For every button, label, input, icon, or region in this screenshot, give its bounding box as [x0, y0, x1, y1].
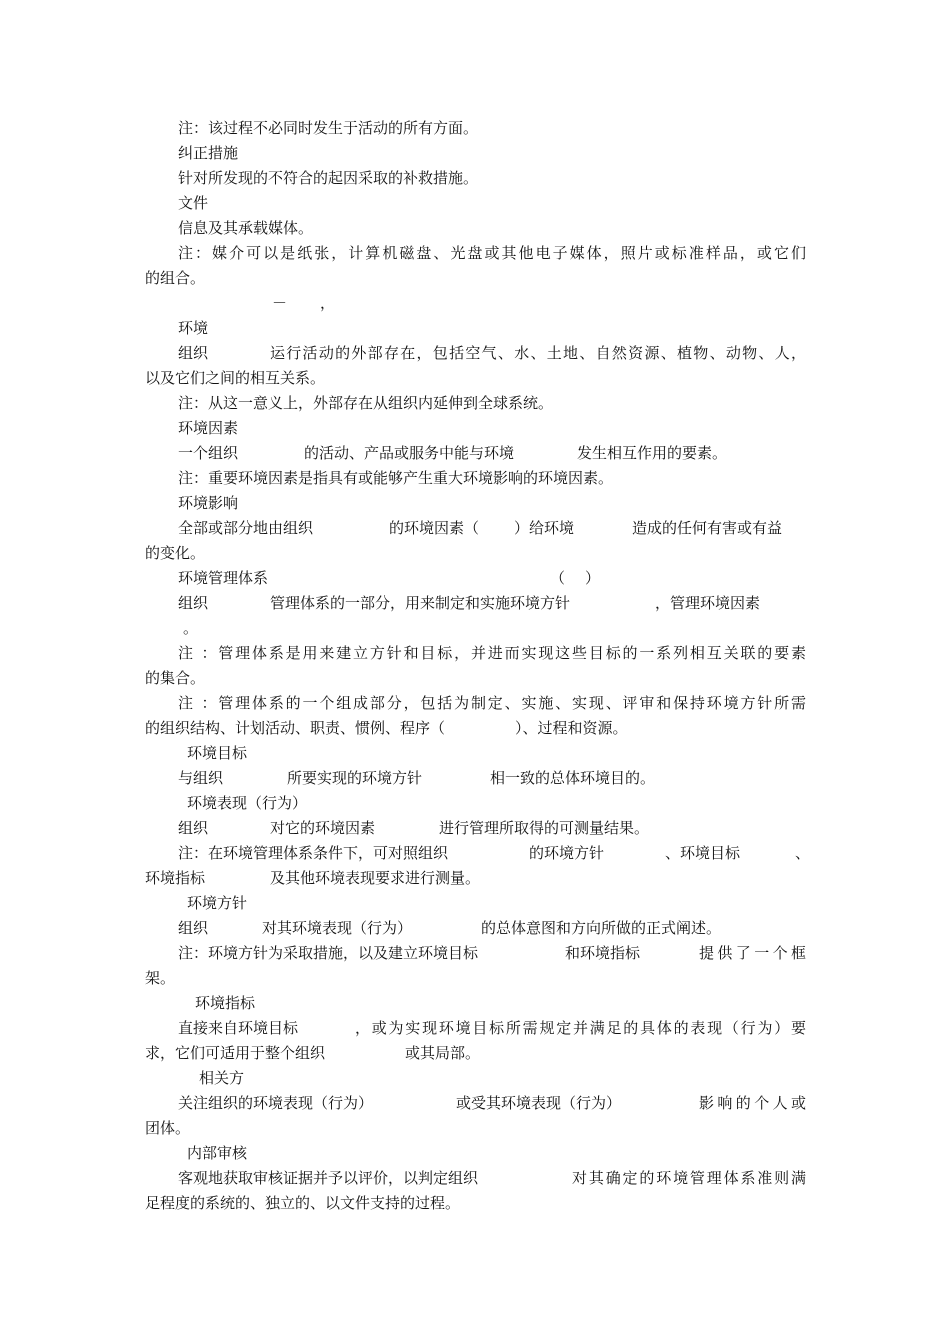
term-heading: 内部审核 [187, 1144, 248, 1162]
definition-line: 所要实现的环境方针 [287, 769, 423, 787]
term-heading: 纠正措施 [178, 144, 239, 162]
definition-line: 组织 [178, 344, 209, 362]
definition-line: ，管理环境因素 [655, 594, 761, 612]
definition-line: 。 [183, 619, 199, 637]
definition-line: 影响的个人或 [699, 1094, 806, 1112]
definition-line: 组织 [178, 819, 209, 837]
note-line: 注：环境方针为采取措施，以及建立环境目标 [178, 944, 479, 962]
definition-line: 相一致的总体环境目的。 [490, 769, 656, 787]
definition-line: 或其局部。 [405, 1044, 481, 1062]
term-heading: 环境因素 [178, 419, 239, 437]
note-line: 提供了一个框 [699, 944, 806, 962]
note-line: 的环境方针 [529, 844, 605, 862]
term-heading: 环境表现（行为） [187, 794, 308, 812]
definition-line: 或受其环境表现（行为） [456, 1094, 622, 1112]
note-line: 环境指标 [145, 869, 206, 887]
paren-open: （ [550, 569, 566, 587]
term-heading: 环境目标 [187, 744, 248, 762]
note-line: 注 ：管理体系的一个组成部分，包括为制定、实施、实现、评审和保持环境方针所需 [178, 694, 806, 712]
note-line: 及其他环境表现要求进行测量。 [270, 869, 481, 887]
definition-line: 全部或部分地由组织 [178, 519, 314, 537]
definition-line: 造成的任何有害或有益 [632, 519, 783, 537]
definition-line: 的变化。 [145, 544, 206, 562]
definition-line: 直接来自环境目标 [178, 1019, 299, 1037]
definition-line: 管理体系的一部分，用来制定和实施环境方针 [270, 594, 571, 612]
definition-line: 组织 [178, 919, 209, 937]
definition-line: 针对所发现的不符合的起因采取的补救措施。 [178, 169, 479, 187]
definition-line: 足程度的系统的、独立的、以文件支持的过程。 [145, 1194, 461, 1212]
dash-mark: － [272, 294, 288, 312]
note-line: ）、过程和资源。 [515, 719, 628, 737]
definition-line: 关注组织的环境表现（行为） [178, 1094, 374, 1112]
note-line: 注：在环境管理体系条件下，可对照组织 [178, 844, 449, 862]
note-line: 注：媒介可以是纸张，计算机磁盘、光盘或其他电子媒体，照片或标准样品，或它们 [178, 244, 806, 262]
note-line: 的组织结构、计划活动、职责、惯例、程序（ [145, 719, 446, 737]
definition-line: 一个组织 [178, 444, 239, 462]
term-heading: 文件 [178, 194, 209, 212]
definition-line: 进行管理所取得的可测量结果。 [439, 819, 650, 837]
definition-line: 求，它们可适用于整个组织 [145, 1044, 326, 1062]
definition-line: 组织 [178, 594, 209, 612]
definition-line: 客观地获取审核证据并予以评价，以判定组织 [178, 1169, 479, 1187]
note-line: 注：重要环境因素是指具有或能够产生重大环境影响的环境因素。 [178, 469, 614, 487]
definition-line: 与组织 [178, 769, 224, 787]
term-heading: 环境影响 [178, 494, 239, 512]
note-line: 注：从这一意义上，外部存在从组织内延伸到全球系统。 [178, 394, 554, 412]
definition-line: 运行活动的外部存在，包括空气、水、土地、自然资源、植物、动物、人， [270, 344, 806, 362]
note-line: 、环境目标 [665, 844, 741, 862]
term-heading: 环境 [178, 319, 209, 337]
definition-line: 团体。 [145, 1119, 191, 1137]
term-heading: 环境指标 [195, 994, 256, 1012]
term-heading: 环境管理体系 [178, 569, 269, 587]
note-line: 和环境指标 [565, 944, 641, 962]
definition-line: 对其确定的环境管理体系准则满 [572, 1169, 806, 1187]
note-line: 的组合。 [145, 269, 206, 287]
definition-line: 对它的环境因素 [270, 819, 376, 837]
definition-line: ，或为实现环境目标所需规定并满足的具体的表现（行为）要 [355, 1019, 806, 1037]
definition-line: 发生相互作用的要素。 [577, 444, 728, 462]
definition-line: ）给环境 [514, 519, 575, 537]
definition-line: 信息及其承载媒体。 [178, 219, 314, 237]
term-heading: 环境方针 [187, 894, 248, 912]
note-line: 注：该过程不必同时发生于活动的所有方面。 [178, 119, 479, 137]
term-heading: 相关方 [199, 1069, 245, 1087]
definition-line: 的总体意图和方向所做的正式阐述。 [481, 919, 722, 937]
definition-line: 对其环境表现（行为） [262, 919, 413, 937]
definition-line: 的环境因素（ [389, 519, 480, 537]
note-line: 、 [795, 844, 811, 862]
paren-close: ） [585, 569, 601, 587]
note-line: 的集合。 [145, 669, 206, 687]
note-line: 注 ：管理体系是用来建立方针和目标，并进而实现这些目标的一系列相互关联的要素 [178, 644, 806, 662]
definition-line: 的活动、产品或服务中能与环境 [304, 444, 515, 462]
note-line: 架。 [145, 969, 176, 987]
comma-mark: ， [320, 294, 336, 312]
definition-line: 以及它们之间的相互关系。 [145, 369, 326, 387]
